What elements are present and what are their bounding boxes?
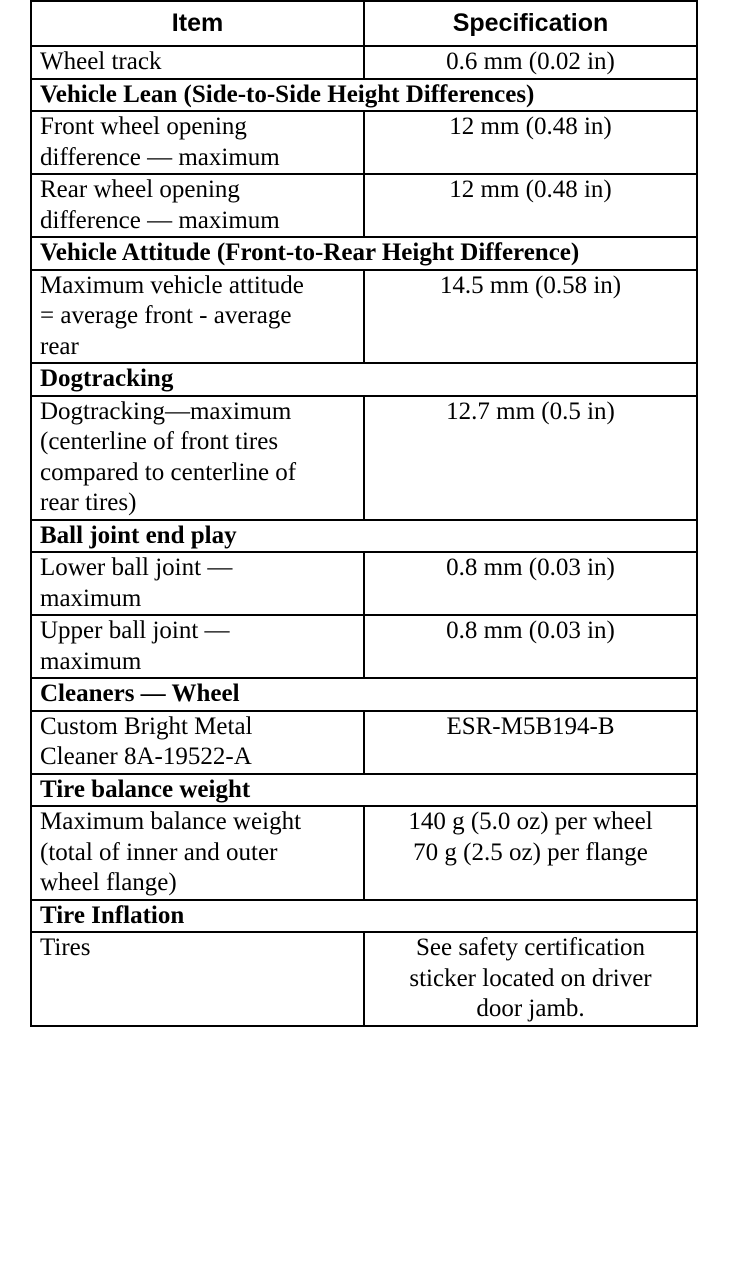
specification-text-line: 0.8 mm (0.03 in) [446,554,615,581]
item-text-line: wheel flange) [40,869,177,896]
item-text-line: Tires [40,934,91,961]
specification-cell [364,174,697,237]
item-text-line: difference — maximum [40,143,280,171]
specification-text-line: 12.7 mm (0.5 in) [446,397,615,425]
item-cell [31,552,364,615]
item-cell [31,932,364,1026]
table-row [31,111,697,174]
section-title: Cleaners — Wheel [31,678,697,711]
item-column-header: Item [31,1,364,46]
item-text-line: rear [40,332,79,360]
item-text-line: Cleaner 8A-19522-A [40,743,252,770]
table-row [31,270,697,364]
item-cell [31,46,364,79]
item-text-line: Maximum vehicle attitude [40,271,304,299]
specification-text-line: 0.8 mm (0.03 in) [446,617,615,644]
item-text-line: Front wheel opening [40,113,247,140]
table-row [31,711,697,774]
specification-cell [364,111,697,174]
specification-text-line: 14.5 mm (0.58 in) [439,271,622,299]
item-text-line: (total of inner and outer [40,838,278,866]
specification-cell [364,932,697,1026]
specification-cell [364,46,697,79]
table-row [31,552,697,615]
section-title: Vehicle Lean (Side-to-Side Height Differences) [31,79,697,112]
specification-cell [364,270,697,364]
section-row [31,900,697,933]
table-row [31,806,697,900]
item-text-line: maximum [40,584,142,612]
specification-text-line: 140 g (5.0 oz) per wheel [408,808,653,835]
item-cell [31,396,364,520]
specification-text-line: 70 g (2.5 oz) per flange [413,838,648,866]
specification-text-line: 0.6 mm (0.02 in) [446,48,615,75]
specification-table [30,0,698,1027]
table-row [31,932,697,1026]
item-text-line: Upper ball joint — [40,617,230,644]
specification-text-line: See safety certification [415,934,646,961]
table-row [31,46,697,79]
item-cell [31,270,364,364]
section-row [31,774,697,807]
section-title: Vehicle Attitude (Front-to-Rear Height Difference) [31,237,697,270]
specification-text-line: sticker located on driver [409,964,652,992]
section-title: Ball joint end play [31,520,697,553]
specification-cell [364,711,697,774]
specification-cell [364,552,697,615]
specification-text-line: ESR-M5B194-B [446,712,615,740]
specification-text-line: 12 mm (0.48 in) [449,176,612,203]
specification-text-line: door jamb. [476,995,585,1022]
item-text-line: maximum [40,647,142,675]
item-cell [31,174,364,237]
specification-text-line: 12 mm (0.48 in) [449,113,612,140]
item-cell [31,111,364,174]
section-title: Tire balance weight [31,774,697,807]
item-text-line: compared to centerline of [40,458,297,486]
item-text-line: Custom Bright Metal [40,712,253,740]
section-row [31,678,697,711]
item-text-line: difference — maximum [40,206,280,234]
section-title: Tire Inflation [31,900,697,933]
item-text-line: Rear wheel opening [40,176,240,203]
table-row [31,396,697,520]
specification-cell [364,396,697,520]
item-text-line: Lower ball joint — [40,554,233,581]
section-row [31,237,697,270]
table-body [31,46,697,1026]
table-row [31,174,697,237]
section-row [31,520,697,553]
table-header-row [31,1,697,46]
specification-column-header: Specification [364,1,697,46]
item-text-line: Maximum balance weight [40,808,302,835]
item-cell [31,806,364,900]
specification-cell [364,615,697,678]
item-text-line: (centerline of front tires [40,428,279,455]
item-text-line: Dogtracking—maximum [40,397,292,425]
specification-cell [364,806,697,900]
section-title: Dogtracking [31,363,697,396]
item-text-line: Wheel track [40,48,162,75]
item-cell [31,711,364,774]
item-cell [31,615,364,678]
section-row [31,363,697,396]
table-row [31,615,697,678]
section-row [31,79,697,112]
item-text-line: rear tires) [40,489,137,516]
item-text-line: = average front - average [40,302,292,329]
